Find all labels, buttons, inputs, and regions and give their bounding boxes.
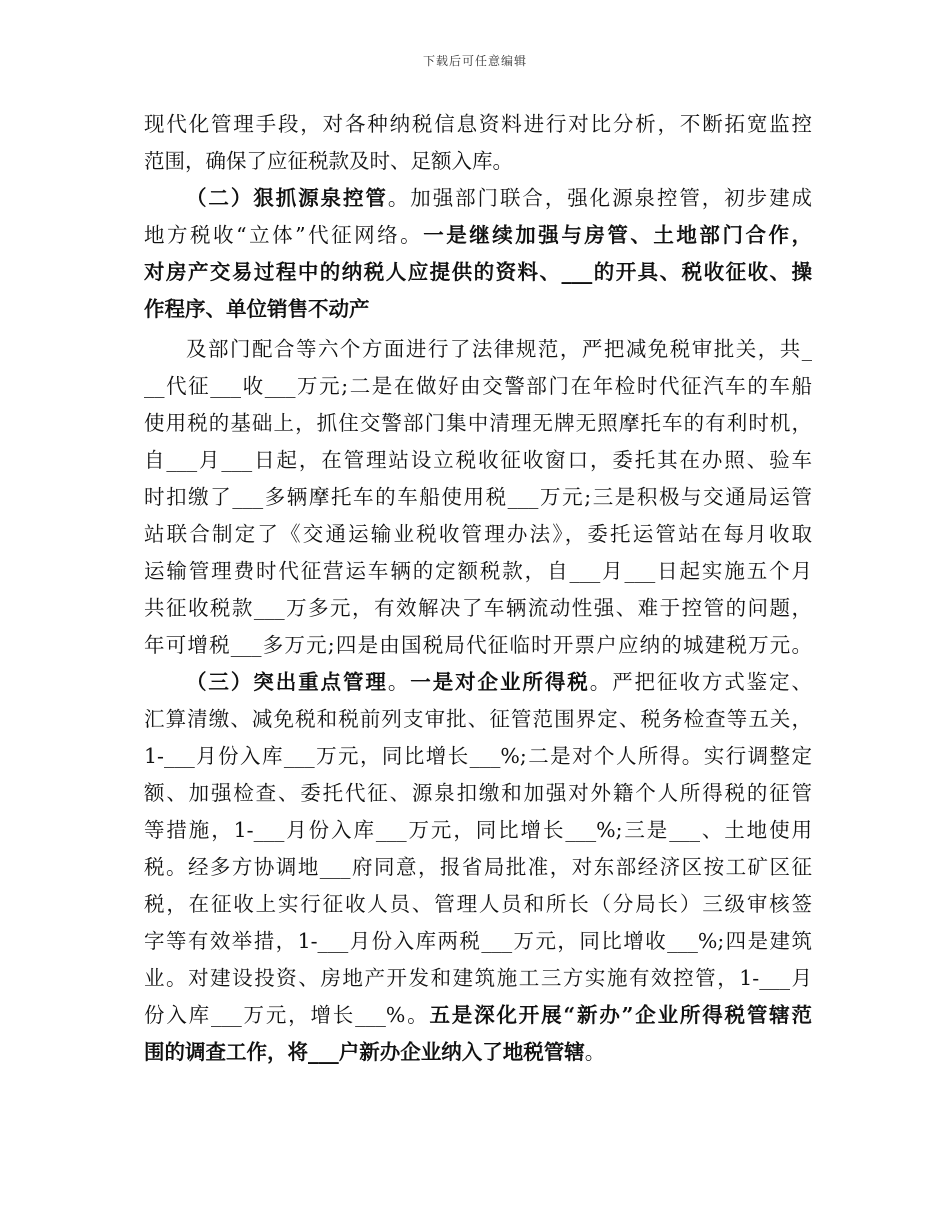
text-segment: 。严把征收方式鉴定、 (589, 670, 812, 694)
text-line (144, 1034, 812, 1071)
text-line (144, 368, 812, 405)
text-line (144, 886, 812, 923)
text-line (144, 405, 812, 442)
text-line (144, 516, 812, 553)
text-segment: 范围，确保了应征税款及时、足额入库。 (144, 149, 513, 173)
text-line (144, 217, 812, 254)
text-line (144, 590, 812, 627)
text-segment: 。 (584, 1040, 606, 1064)
bold-text-segment: 一是继续加强与房管、土地部门合作， (423, 223, 812, 247)
text-line (144, 812, 812, 849)
text-segment: 地方税收“立体”代征网络。 (144, 223, 424, 247)
text-line (144, 291, 812, 328)
text-line (144, 442, 812, 479)
bold-text-segment: 五是深化开展“新办”企业所得税管辖范 (429, 1003, 812, 1027)
text-segment: 使用税的基础上，抓住交警部门集中清理无牌无照摩托车的有利时机， (144, 411, 812, 435)
text-line (144, 664, 812, 701)
text-line (144, 553, 812, 590)
document-body (144, 106, 812, 1071)
bold-text-segment: 一是对企业所得税 (410, 670, 590, 694)
bold-text-segment: （三）突出重点管理 (186, 670, 388, 694)
text-line (144, 254, 812, 291)
text-segment: 。 (387, 670, 411, 694)
text-segment: 共征收税款___万多元，有效解决了车辆流动性强、难于控管的问题， (144, 596, 812, 620)
bold-text-segment: 围的调查工作，将___户新办企业纳入了地税管辖 (144, 1040, 585, 1064)
text-segment: 及部门配合等六个方面进行了法律规范，严把减免税审批关，共_ (186, 337, 812, 361)
text-segment: 税，在征收上实行征收人员、管理人员和所长（分局长）三级审核签 (144, 892, 812, 916)
text-line (144, 627, 812, 664)
text-line (144, 331, 812, 368)
text-segment: 等措施，1-___月份入库___万元，同比增长___%;三是___、土地使用 (144, 818, 812, 842)
text-line (144, 180, 812, 217)
text-segment: 年可增税___多万元;四是由国税局代征临时开票户应纳的城建税万元。 (144, 633, 812, 657)
text-line (144, 143, 812, 180)
text-line (144, 479, 812, 516)
text-segment: 自___月___日起，在管理站设立税收征收窗口，委托其在办照、验车 (144, 448, 812, 472)
text-segment: 运输管理费时代征营运车辆的定额税款，自___月___日起实施五个月 (144, 559, 812, 583)
text-segment: 时扣缴了___多辆摩托车的车船使用税___万元;三是积极与交通局运管 (144, 485, 812, 509)
text-segment: 1-___月份入库___万元，同比增长___%;二是对个人所得。实行调整定 (144, 744, 812, 768)
text-line (144, 849, 812, 886)
text-line (144, 923, 812, 960)
text-line (144, 997, 812, 1034)
text-line (144, 738, 812, 775)
text-segment: 份入库___万元，增长___%。 (144, 1003, 430, 1027)
bold-text-segment: 作程序、单位销售不动产 (144, 297, 370, 321)
text-line (144, 960, 812, 997)
text-line (144, 106, 812, 143)
bold-text-segment: 对房产交易过程中的纳税人应提供的资料、___的开具、税收征收、操 (144, 260, 812, 284)
text-segment: __代征___收___万元;二是在做好由交警部门在年检时代征汽车的车船 (144, 374, 812, 398)
text-segment: 字等有效举措，1-___月份入库两税___万元，同比增收___%;四是建筑 (144, 929, 812, 953)
text-line (144, 701, 812, 738)
text-segment: 业。对建设投资、房地产开发和建筑施工三方实施有效控管，1-___月 (144, 966, 812, 990)
bold-text-segment: （二）狠抓源泉控管 (186, 186, 388, 210)
text-segment: 额、加强检查、委托代征、源泉扣缴和加强对外籍个人所得税的征管 (144, 781, 812, 805)
text-segment: 。加强部门联合，强化源泉控管，初步建成 (387, 186, 812, 210)
text-segment: 现代化管理手段，对各种纳税信息资料进行对比分析，不断拓宽监控 (144, 112, 812, 136)
text-line (144, 775, 812, 812)
text-segment: 站联合制定了《交通运输业税收管理办法》，委托运管站在每月收取 (144, 522, 812, 546)
text-segment: 税。经多方协调地___府同意，报省局批准，对东部经济区按工矿区征 (144, 855, 812, 879)
page-header: 下载后可任意编辑 (422, 54, 527, 68)
text-segment: 汇算清缴、减免税和税前列支审批、征管范围界定、税务检查等五关， (144, 707, 812, 731)
